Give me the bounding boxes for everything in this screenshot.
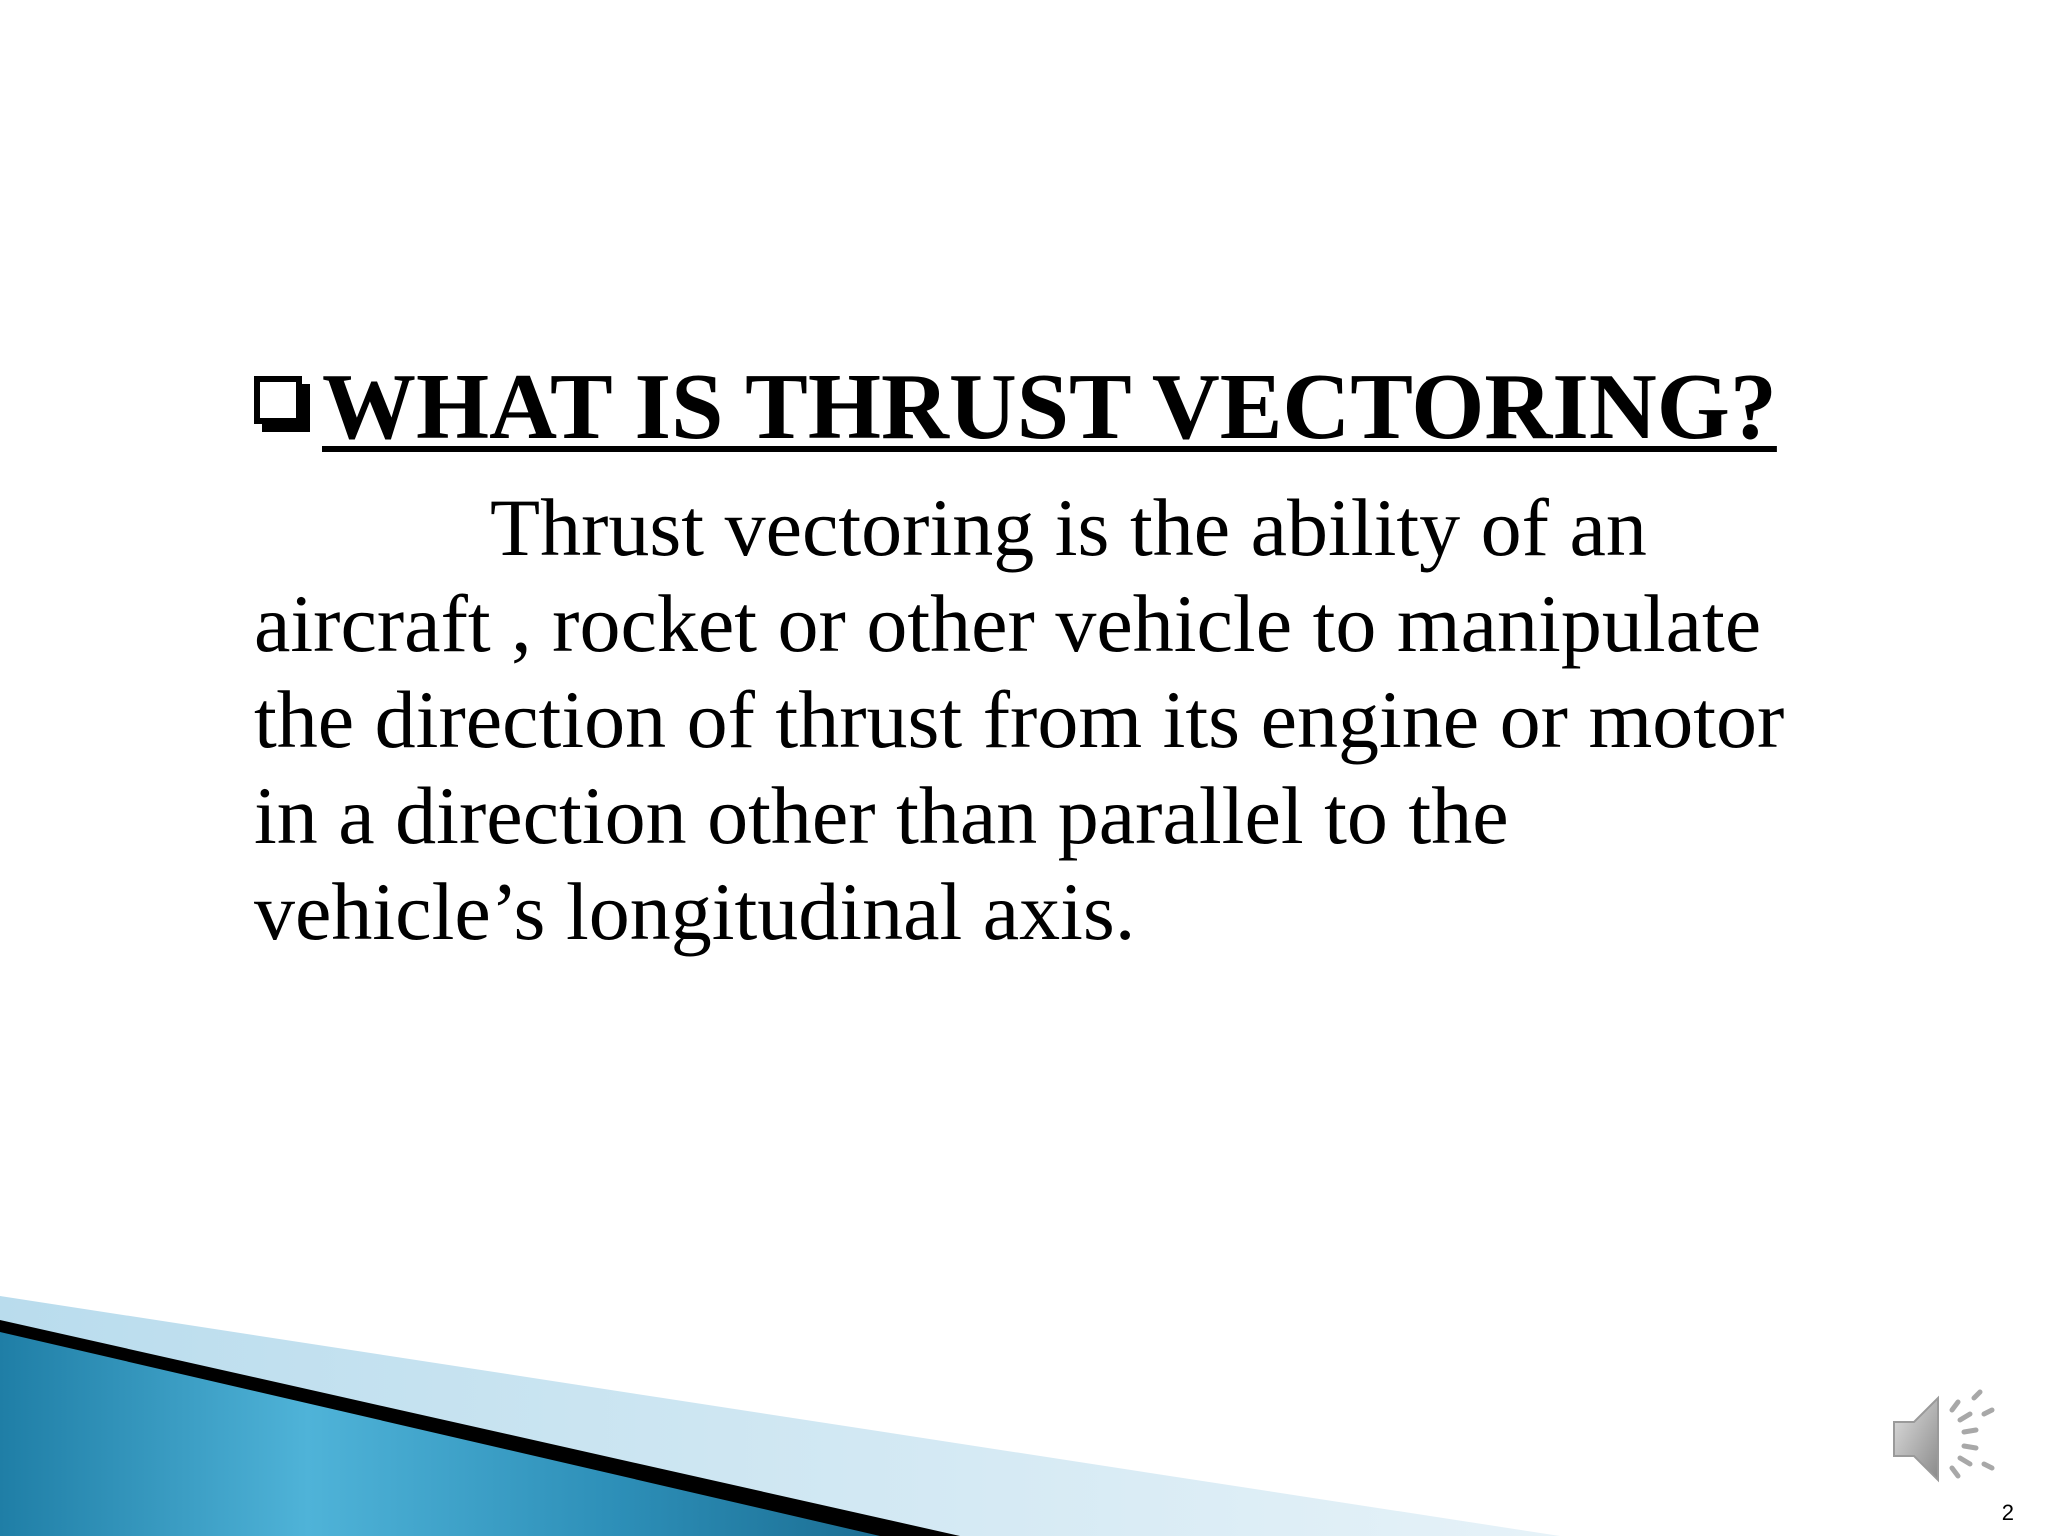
content-area bbox=[254, 355, 1814, 960]
page-number: 2 bbox=[2001, 1500, 2014, 1525]
heading-text: WHAT IS THRUST VECTORING? bbox=[322, 355, 1777, 459]
body-paragraph: Thrust vectoring is the ability of an aircraft , rocket or other vehicle to manipulate the direction of thrust from its engine or motor in a direction other than parallel to the vehicle’s longitudinal axis. bbox=[254, 482, 1785, 957]
slide-heading bbox=[254, 355, 1814, 459]
speaker-icon[interactable] bbox=[1888, 1384, 1996, 1494]
checkbox-bullet-icon bbox=[254, 376, 316, 438]
